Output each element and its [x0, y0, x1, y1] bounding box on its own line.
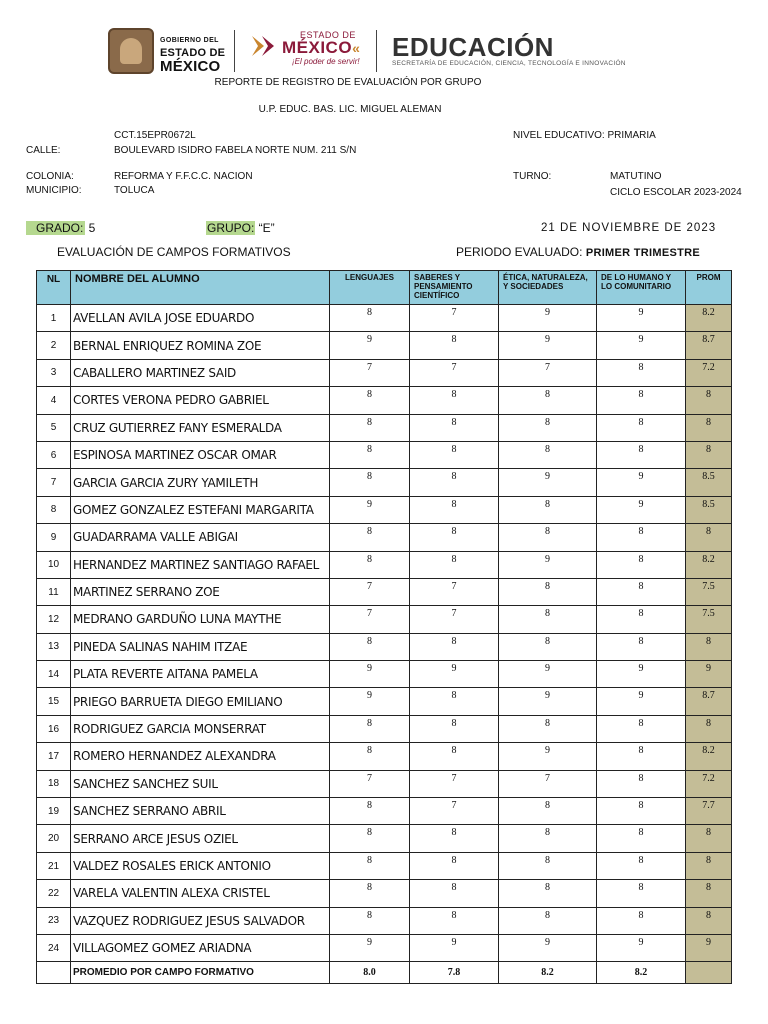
- estado-de-mexico-seal-icon: [108, 28, 154, 74]
- periodo-value: PRIMER TRIMESTRE: [585, 247, 701, 259]
- educacion-title: EDUCACIÓN: [392, 32, 554, 62]
- grade-lenguajes: 8: [330, 469, 410, 496]
- grade-saberes: 8: [410, 441, 499, 468]
- grade-humano: 8: [597, 852, 686, 879]
- grade-humano: 8: [597, 387, 686, 414]
- grade-prom: 8.7: [686, 688, 732, 715]
- grade-prom: 8.2: [686, 305, 732, 332]
- municipio-value: TOLUCA: [114, 185, 155, 196]
- report-title: REPORTE DE REGISTRO DE EVALUACIÓN POR GRUPO: [214, 77, 482, 88]
- grade-saberes: 8: [410, 880, 499, 907]
- grade-saberes: 8: [410, 633, 499, 660]
- logo-divider: [234, 30, 235, 72]
- grade-saberes: 8: [410, 414, 499, 441]
- grado-label: GRADO:: [26, 221, 85, 235]
- row-nl: 21: [37, 852, 71, 879]
- table-row: [37, 332, 732, 359]
- row-nl: 11: [37, 578, 71, 605]
- grade-etica: 8: [499, 387, 597, 414]
- grade-humano: 9: [597, 305, 686, 332]
- grade-humano: 8: [597, 524, 686, 551]
- grade-lenguajes: 8: [330, 441, 410, 468]
- grade-prom: 8.2: [686, 551, 732, 578]
- header-humano: DE LO HUMANO Y LO COMUNITARIO: [597, 271, 686, 305]
- average-lenguajes: 8.0: [330, 962, 410, 984]
- student-name: ROMERO HERNANDEZ ALEXANDRA: [71, 743, 330, 770]
- gobierno-logo-text: [160, 35, 225, 74]
- table-row: [37, 825, 732, 852]
- grade-lenguajes: 8: [330, 551, 410, 578]
- row-nl: 6: [37, 441, 71, 468]
- grade-saberes: 8: [410, 469, 499, 496]
- row-nl: 2: [37, 332, 71, 359]
- student-name: GARCIA GARCIA ZURY YAMILETH: [71, 469, 330, 496]
- student-name: SANCHEZ SANCHEZ SUIL: [71, 770, 330, 797]
- grade-lenguajes: 8: [330, 852, 410, 879]
- grade-etica: 8: [499, 907, 597, 934]
- header-nl: NL: [37, 271, 71, 305]
- row-nl: 20: [37, 825, 71, 852]
- row-nl: 3: [37, 359, 71, 386]
- calle-value: BOULEVARD ISIDRO FABELA NORTE NUM. 211 S/N: [114, 145, 357, 156]
- grade-lenguajes: 9: [330, 496, 410, 523]
- grade-etica: 9: [499, 661, 597, 688]
- student-name: PLATA REVERTE AITANA PAMELA: [71, 661, 330, 688]
- row-nl: 4: [37, 387, 71, 414]
- student-name: SANCHEZ SERRANO ABRIL: [71, 798, 330, 825]
- grade-lenguajes: 8: [330, 880, 410, 907]
- grade-lenguajes: 9: [330, 661, 410, 688]
- grade-lenguajes: 8: [330, 907, 410, 934]
- grade-saberes: 7: [410, 359, 499, 386]
- grado: [26, 221, 95, 235]
- grade-prom: 7.5: [686, 606, 732, 633]
- table-row: [37, 770, 732, 797]
- grade-humano: 9: [597, 688, 686, 715]
- row-nl: 18: [37, 770, 71, 797]
- grade-humano: 8: [597, 606, 686, 633]
- grade-etica: 9: [499, 688, 597, 715]
- grade-prom: 8: [686, 524, 732, 551]
- grade-saberes: 8: [410, 743, 499, 770]
- grade-saberes: 8: [410, 907, 499, 934]
- table-row: [37, 661, 732, 688]
- grade-lenguajes: 7: [330, 578, 410, 605]
- grade-saberes: 8: [410, 551, 499, 578]
- grades-table: [36, 270, 732, 984]
- row-nl: 1: [37, 305, 71, 332]
- student-name: BERNAL ENRIQUEZ ROMINA ZOE: [71, 332, 330, 359]
- table-row: [37, 524, 732, 551]
- grade-prom: 7.5: [686, 578, 732, 605]
- ciclo-escolar: CICLO ESCOLAR 2023-2024: [610, 187, 742, 198]
- grade-humano: 8: [597, 578, 686, 605]
- table-row: [37, 852, 732, 879]
- grade-humano: 8: [597, 715, 686, 742]
- row-nl: 5: [37, 414, 71, 441]
- grade-humano: 8: [597, 414, 686, 441]
- student-name: GUADARRAMA VALLE ABIGAI: [71, 524, 330, 551]
- student-name: CORTES VERONA PEDRO GABRIEL: [71, 387, 330, 414]
- row-nl: 23: [37, 907, 71, 934]
- evaluacion-campos: EVALUACIÓN DE CAMPOS FORMATIVOS: [57, 245, 291, 259]
- colonia-label: COLONIA:: [26, 171, 74, 182]
- student-name: SERRANO ARCE JESUS OZIEL: [71, 825, 330, 852]
- row-nl: 8: [37, 496, 71, 523]
- grade-prom: 8: [686, 825, 732, 852]
- grade-prom: 8: [686, 414, 732, 441]
- student-name: MARTINEZ SERRANO ZOE: [71, 578, 330, 605]
- grade-etica: 8: [499, 880, 597, 907]
- student-name: CRUZ GUTIERREZ FANY ESMERALDA: [71, 414, 330, 441]
- student-name: CABALLERO MARTINEZ SAID: [71, 359, 330, 386]
- grade-saberes: 8: [410, 825, 499, 852]
- grade-saberes: 8: [410, 496, 499, 523]
- grade-humano: 8: [597, 907, 686, 934]
- edomex-chevrons-icon: «: [352, 40, 361, 56]
- header-name: NOMBRE DEL ALUMNO: [71, 271, 330, 305]
- grade-lenguajes: 8: [330, 715, 410, 742]
- row-nl: 17: [37, 743, 71, 770]
- grade-lenguajes: 8: [330, 305, 410, 332]
- edomex-name: MÉXICO: [282, 38, 353, 57]
- edomex-arrows-icon: [250, 32, 280, 60]
- grade-prom: 8: [686, 441, 732, 468]
- table-row: [37, 496, 732, 523]
- grade-humano: 8: [597, 880, 686, 907]
- grade-humano: 8: [597, 743, 686, 770]
- turno-label: TURNO:: [513, 171, 552, 182]
- grade-lenguajes: 9: [330, 934, 410, 961]
- grade-etica: 8: [499, 715, 597, 742]
- grade-prom: 7.2: [686, 359, 732, 386]
- student-name: HERNANDEZ MARTINEZ SANTIAGO RAFAEL: [71, 551, 330, 578]
- table-row: [37, 305, 732, 332]
- table-row: [37, 743, 732, 770]
- grade-saberes: 7: [410, 305, 499, 332]
- grade-prom: 9: [686, 661, 732, 688]
- table-row: [37, 359, 732, 386]
- grade-prom: 8: [686, 880, 732, 907]
- grade-saberes: 8: [410, 332, 499, 359]
- average-saberes: 7.8: [410, 962, 499, 984]
- averages-row: [37, 962, 732, 984]
- edomex-big-text: [282, 38, 360, 58]
- grade-humano: 8: [597, 359, 686, 386]
- student-name: ESPINOSA MARTINEZ OSCAR OMAR: [71, 441, 330, 468]
- grade-lenguajes: 8: [330, 414, 410, 441]
- grade-humano: 8: [597, 633, 686, 660]
- grade-etica: 8: [499, 524, 597, 551]
- table-row: [37, 934, 732, 961]
- grade-etica: 9: [499, 332, 597, 359]
- grade-etica: 7: [499, 359, 597, 386]
- grade-lenguajes: 8: [330, 387, 410, 414]
- table-row: [37, 578, 732, 605]
- row-nl: 14: [37, 661, 71, 688]
- grade-prom: 8.2: [686, 743, 732, 770]
- report-date: 21 DE NOVIEMBRE DE 2023: [541, 222, 717, 234]
- row-nl: 7: [37, 469, 71, 496]
- grade-saberes: 7: [410, 770, 499, 797]
- grade-prom: 8.5: [686, 469, 732, 496]
- averages-label: PROMEDIO POR CAMPO FORMATIVO: [71, 962, 330, 984]
- student-name: RODRIGUEZ GARCIA MONSERRAT: [71, 715, 330, 742]
- grade-lenguajes: 7: [330, 770, 410, 797]
- grade-saberes: 7: [410, 578, 499, 605]
- grade-etica: 8: [499, 441, 597, 468]
- grade-lenguajes: 9: [330, 688, 410, 715]
- periodo-label: PERIODO EVALUADO:: [456, 245, 586, 259]
- grade-prom: 8: [686, 633, 732, 660]
- turno-value: MATUTINO: [610, 171, 662, 182]
- student-name: VAZQUEZ RODRIGUEZ JESUS SALVADOR: [71, 907, 330, 934]
- grade-humano: 8: [597, 770, 686, 797]
- grade-humano: 8: [597, 798, 686, 825]
- average-humano: 8.2: [597, 962, 686, 984]
- table-row: [37, 798, 732, 825]
- grade-etica: 8: [499, 852, 597, 879]
- student-name: AVELLAN AVILA JOSE EDUARDO: [71, 305, 330, 332]
- grade-lenguajes: 8: [330, 524, 410, 551]
- table-row: [37, 633, 732, 660]
- grade-lenguajes: 8: [330, 798, 410, 825]
- averages-empty-cell: [37, 962, 71, 984]
- grade-etica: 9: [499, 551, 597, 578]
- school-name: U.P. EDUC. BAS. LIC. MIGUEL ALEMAN: [258, 104, 442, 115]
- grade-etica: 8: [499, 825, 597, 852]
- table-row: [37, 715, 732, 742]
- student-name: VALDEZ ROSALES ERICK ANTONIO: [71, 852, 330, 879]
- grade-humano: 9: [597, 661, 686, 688]
- table-row: [37, 414, 732, 441]
- grade-prom: 8: [686, 715, 732, 742]
- grade-prom: 8.5: [686, 496, 732, 523]
- row-nl: 9: [37, 524, 71, 551]
- student-name: PRIEGO BARRUETA DIEGO EMILIANO: [71, 688, 330, 715]
- grade-prom: 9: [686, 934, 732, 961]
- edomex-small-text: ESTADO DE: [300, 30, 356, 40]
- table-row: [37, 880, 732, 907]
- grupo: [206, 221, 275, 235]
- grade-saberes: 8: [410, 852, 499, 879]
- grade-etica: 8: [499, 633, 597, 660]
- grade-humano: 9: [597, 469, 686, 496]
- gobierno-line2: ESTADO DE: [160, 47, 226, 59]
- periodo-evaluado: [456, 245, 700, 259]
- grade-lenguajes: 8: [330, 633, 410, 660]
- grade-prom: 8: [686, 907, 732, 934]
- grade-saberes: 8: [410, 715, 499, 742]
- average-etica: 8.2: [499, 962, 597, 984]
- row-nl: 15: [37, 688, 71, 715]
- grade-etica: 9: [499, 743, 597, 770]
- nivel-educativo: NIVEL EDUCATIVO: PRIMARIA: [513, 130, 656, 141]
- grade-prom: 7.2: [686, 770, 732, 797]
- grade-prom: 8.7: [686, 332, 732, 359]
- grade-humano: 9: [597, 332, 686, 359]
- student-name: GOMEZ GONZALEZ ESTEFANI MARGARITA: [71, 496, 330, 523]
- student-name: VILLAGOMEZ GOMEZ ARIADNA: [71, 934, 330, 961]
- grade-prom: 8: [686, 852, 732, 879]
- grade-etica: 8: [499, 578, 597, 605]
- calle-label: CALLE:: [26, 145, 61, 156]
- grade-humano: 9: [597, 934, 686, 961]
- grade-lenguajes: 7: [330, 359, 410, 386]
- average-prom-empty: [686, 962, 732, 984]
- table-row: [37, 551, 732, 578]
- row-nl: 13: [37, 633, 71, 660]
- gobierno-line1: GOBIERNO DEL: [160, 37, 219, 44]
- grade-etica: 7: [499, 770, 597, 797]
- grade-humano: 8: [597, 551, 686, 578]
- grado-value: 5: [85, 221, 96, 235]
- grade-saberes: 7: [410, 798, 499, 825]
- grade-lenguajes: 9: [330, 332, 410, 359]
- colonia-value: REFORMA Y F.F.C.C. NACION: [114, 171, 253, 182]
- edomex-slogan: ¡El poder de servir!: [292, 57, 360, 66]
- header-lenguajes: LENGUAJES: [330, 271, 410, 305]
- grade-saberes: 8: [410, 524, 499, 551]
- table-row: [37, 469, 732, 496]
- grade-saberes: 8: [410, 688, 499, 715]
- grade-saberes: 9: [410, 934, 499, 961]
- grade-lenguajes: 8: [330, 825, 410, 852]
- grade-etica: 8: [499, 414, 597, 441]
- student-name: VARELA VALENTIN ALEXA CRISTEL: [71, 880, 330, 907]
- gobierno-line3: MÉXICO: [160, 58, 221, 75]
- grade-saberes: 9: [410, 661, 499, 688]
- table-header-row: [37, 271, 732, 305]
- header-etica: ÉTICA, NATURALEZA, Y SOCIEDADES: [499, 271, 597, 305]
- table-row: [37, 907, 732, 934]
- grupo-value: “E”: [255, 221, 275, 235]
- row-nl: 19: [37, 798, 71, 825]
- grade-humano: 8: [597, 441, 686, 468]
- header-saberes: SABERES Y PENSAMIENTO CIENTÍFICO: [410, 271, 499, 305]
- grade-saberes: 8: [410, 387, 499, 414]
- row-nl: 22: [37, 880, 71, 907]
- student-name: MEDRANO GARDUÑO LUNA MAYTHE: [71, 606, 330, 633]
- table-row: [37, 387, 732, 414]
- grade-prom: 7.7: [686, 798, 732, 825]
- grade-etica: 9: [499, 305, 597, 332]
- student-name: PINEDA SALINAS NAHIM ITZAE: [71, 633, 330, 660]
- row-nl: 24: [37, 934, 71, 961]
- row-nl: 16: [37, 715, 71, 742]
- grade-humano: 9: [597, 496, 686, 523]
- grade-humano: 8: [597, 825, 686, 852]
- grade-etica: 8: [499, 496, 597, 523]
- grupo-label: GRUPO:: [207, 221, 255, 235]
- table-row: [37, 606, 732, 633]
- grade-lenguajes: 7: [330, 606, 410, 633]
- grade-prom: 8: [686, 387, 732, 414]
- row-nl: 10: [37, 551, 71, 578]
- grade-etica: 8: [499, 606, 597, 633]
- educacion-subtitle: SECRETARÍA DE EDUCACIÓN, CIENCIA, TECNOLOGÍA E INNOVACIÓN: [392, 60, 626, 67]
- grade-etica: 9: [499, 469, 597, 496]
- table-row: [37, 441, 732, 468]
- table-row: [37, 688, 732, 715]
- grade-etica: 8: [499, 798, 597, 825]
- logo-divider-2: [376, 30, 377, 72]
- municipio-label: MUNICIPIO:: [26, 185, 82, 196]
- cct: CCT.15EPR0672L: [114, 130, 196, 141]
- grade-lenguajes: 8: [330, 743, 410, 770]
- grade-saberes: 7: [410, 606, 499, 633]
- grade-etica: 9: [499, 934, 597, 961]
- row-nl: 12: [37, 606, 71, 633]
- header-prom: PROM: [686, 271, 732, 305]
